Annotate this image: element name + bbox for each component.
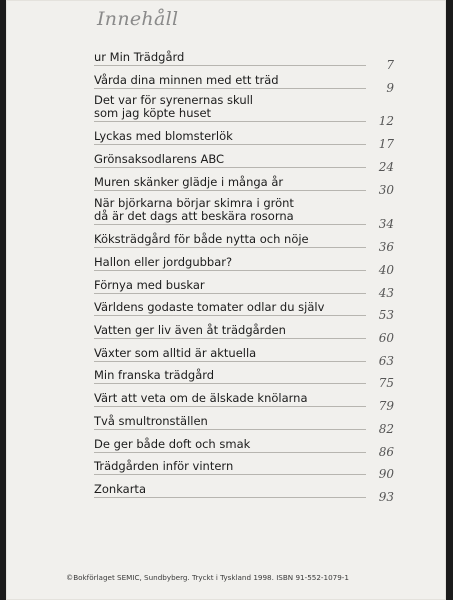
toc-entry-title-line: Det var för syrenernas skull — [94, 93, 253, 107]
toc-entry-title — [94, 483, 146, 496]
toc-page-number: 90 — [378, 467, 394, 481]
toc-entry-title-line: Förnya med buskar — [94, 278, 205, 292]
toc-entry-title-line: Lyckas med blomsterlök — [94, 129, 233, 143]
toc-page-number: 60 — [378, 331, 394, 345]
toc-page-number: 40 — [378, 263, 394, 277]
toc-page-number: 43 — [378, 286, 394, 300]
toc-entry-title-line: Vatten ger liv även åt trädgården — [94, 323, 286, 337]
toc-page-number: 34 — [378, 217, 394, 231]
toc-entry-title-line: Två smultronställen — [94, 414, 208, 428]
toc-entry-title-line: som jag köpte huset — [94, 106, 212, 120]
publisher-footer: ©Bokförlaget SEMIC, Sundbyberg. Tryckt i Tyskland 1998. ISBN 91-552-1079-1 — [66, 573, 349, 582]
toc-entry-title-line: Grönsaksodlarens ABC — [94, 152, 225, 166]
toc-entry-title-line: Världens godaste tomater odlar du själv — [94, 300, 325, 314]
toc-entry-title-line: Hallon eller jordgubbar? — [94, 255, 233, 269]
toc-page-number: 9 — [386, 81, 394, 95]
toc-entry-title-line: De ger både doft och smak — [94, 437, 251, 451]
table-of-contents — [94, 0, 394, 540]
toc-entry — [94, 458, 394, 504]
toc-entry-title-line: Muren skänker glädje i många år — [94, 175, 284, 189]
toc-entry-title-line: Värt att veta om de älskade knölarna — [94, 391, 308, 405]
toc-entry-title-line: Växter som alltid är aktuella — [94, 346, 257, 360]
toc-page-number: 63 — [378, 354, 394, 368]
toc-leader-rule — [94, 497, 366, 498]
page-title: Innehåll — [97, 8, 179, 30]
toc-entry-title-line: då är det dags att beskära rosorna — [94, 209, 294, 223]
toc-page-number: 24 — [378, 160, 394, 174]
toc-page-number: 86 — [378, 445, 394, 459]
toc-page-number: 79 — [378, 399, 394, 413]
toc-page-number: 93 — [378, 490, 394, 504]
toc-page-number: 82 — [378, 422, 394, 436]
toc-entry-title-line: Min franska trädgård — [94, 368, 215, 382]
toc-entry-title-line: Köksträdgård för både nytta och nöje — [94, 232, 309, 246]
toc-entry-title-line: Trädgården inför vintern — [94, 459, 234, 473]
toc-entry-title-line: När björkarna börjar skimra i grönt — [94, 196, 294, 210]
toc-entry-title-line: Zonkarta — [94, 482, 146, 496]
toc-page-number: 30 — [378, 183, 394, 197]
toc-page-number: 75 — [378, 376, 394, 390]
toc-entry-title-line: ur Min Trädgård — [94, 50, 185, 64]
toc-page-number: 17 — [378, 137, 394, 151]
toc-page-number: 7 — [386, 58, 394, 72]
toc-page-number: 53 — [378, 308, 394, 322]
toc-page-number: 12 — [378, 114, 394, 128]
toc-entry-title-line: Vårda dina minnen med ett träd — [94, 73, 279, 87]
book-page — [6, 0, 446, 600]
toc-page-number: 36 — [378, 240, 394, 254]
